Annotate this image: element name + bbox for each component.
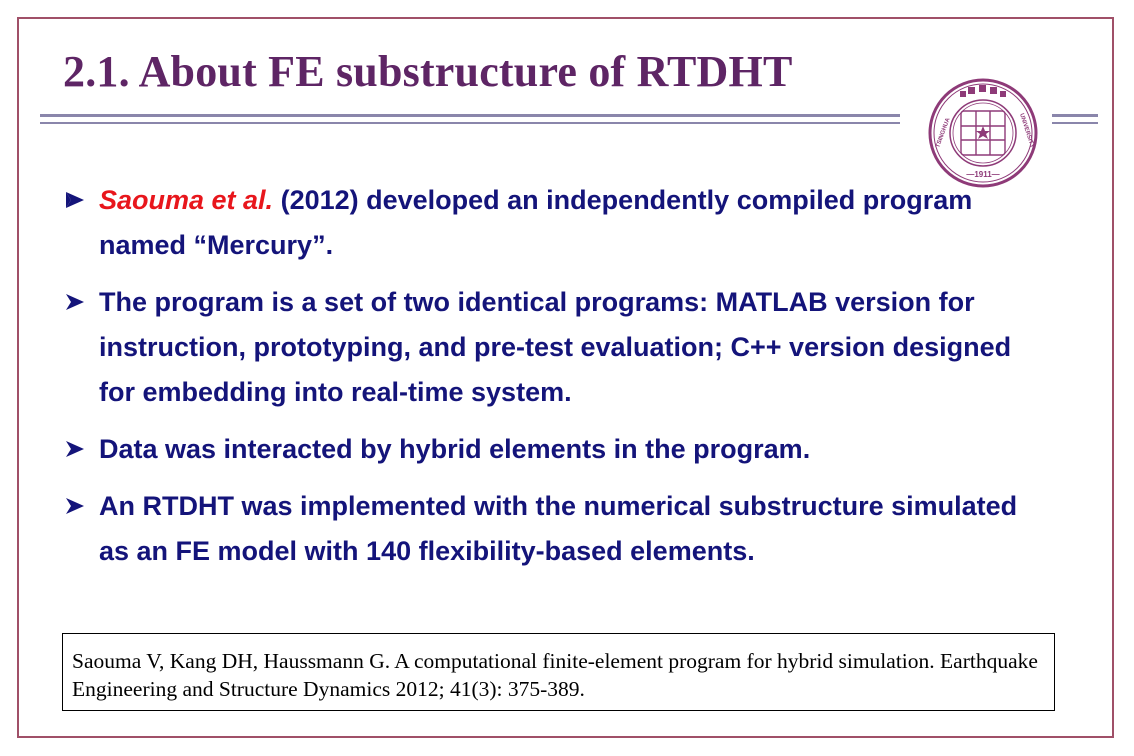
bullet-text: The program is a set of two identical programs: MATLAB version for instruction, prototyping, and pre-test evaluation; C++ version designed for embedding into real-time system. xyxy=(99,287,1012,407)
title-rule-left-lower xyxy=(40,122,900,124)
bullet-text: Data was interacted by hybrid elements in the program. xyxy=(99,434,811,464)
bullet-item-2 xyxy=(64,280,1054,415)
bullet-item-3 xyxy=(64,427,1054,472)
bullet-item-4 xyxy=(64,484,1054,574)
bullet-text: (2012) developed an independently compiled program named “Mercury”. xyxy=(99,185,973,260)
reference-box: Saouma V, Kang DH, Haussmann G. A computational finite-element program for hybrid simulation. Earthquake Engineering and Structure Dynamics 2012; 41(3): 375-389. xyxy=(62,633,1055,711)
bullet-text: An RTDHT was implemented with the numerical substructure simulated as an FE model with 140 flexibility-based elements. xyxy=(99,491,1018,566)
svg-text:UNIVERSITY: UNIVERSITY xyxy=(1018,112,1035,149)
svg-text:—1911—: —1911— xyxy=(966,170,1000,179)
arrow-bullet-icon xyxy=(64,293,86,311)
arrow-bullet-icon xyxy=(64,191,86,209)
arrow-bullet-icon xyxy=(64,497,86,515)
arrow-bullet-icon xyxy=(64,440,86,458)
bullet-list xyxy=(64,178,1054,586)
svg-text:TSINGHUA: TSINGHUA xyxy=(935,117,952,149)
bullet-item-1 xyxy=(64,178,1054,268)
title-rule-left xyxy=(40,114,900,117)
title-rule-right-lower xyxy=(1052,122,1098,124)
university-seal-logo xyxy=(928,78,1038,188)
title-rule-right xyxy=(1052,114,1098,117)
author-emphasis: Saouma et al. xyxy=(99,185,274,215)
slide-title: 2.1. About FE substructure of RTDHT xyxy=(63,47,793,96)
